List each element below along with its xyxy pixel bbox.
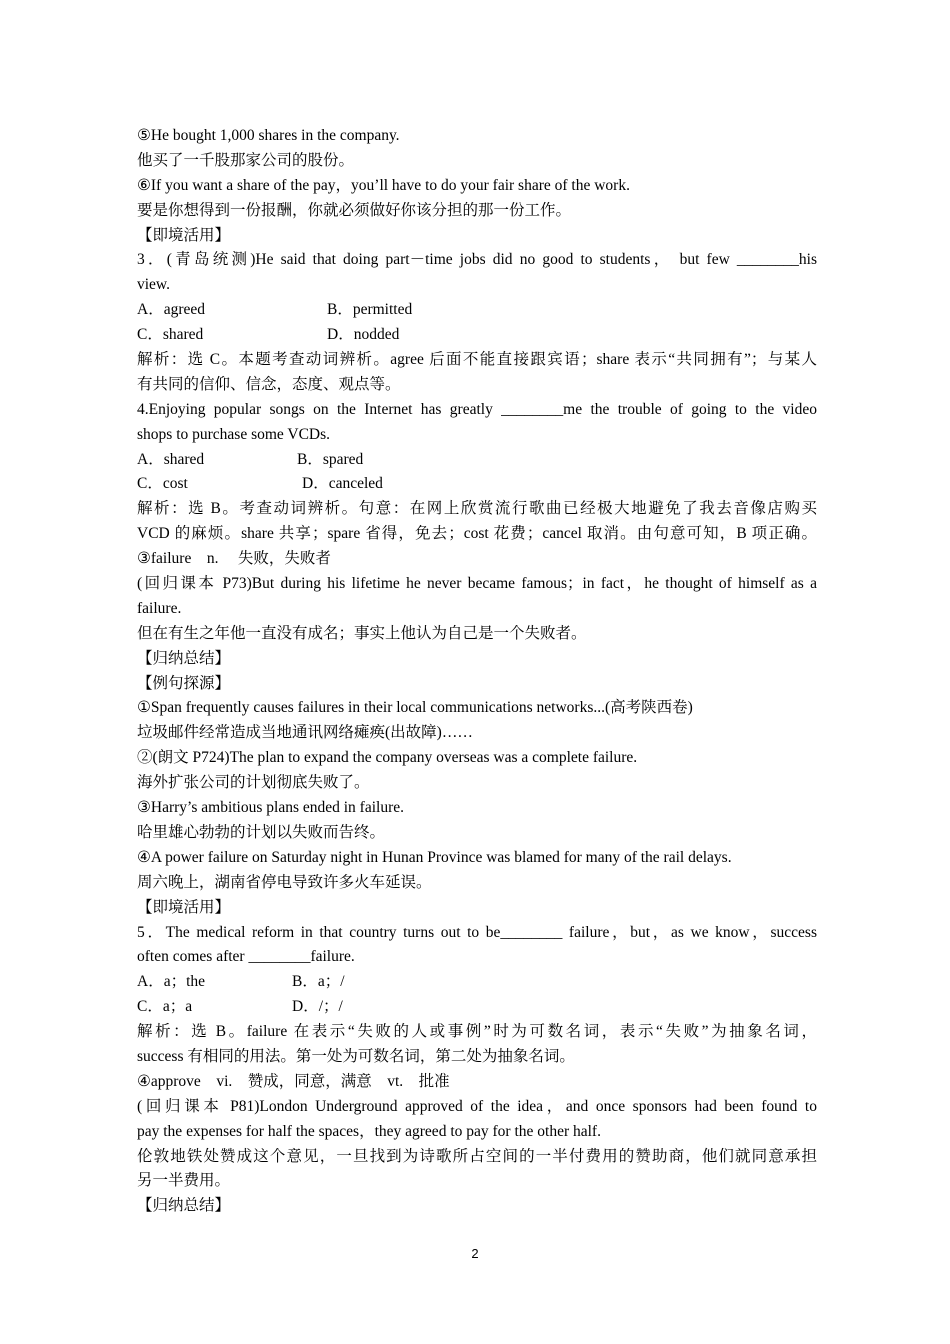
page-number: 2 [471,1246,479,1261]
question-3: 3．(青岛统测)He said that doing part－time jobs did no good to students， but few ________his [137,251,817,269]
analysis-line: success 有相同的用法。第一处为可数名词，第二处为抽象名词。 [137,1047,575,1065]
text-line: 海外扩张公司的计划彻底失败了。 [137,774,370,792]
text-line: shops to purchase some VCDs. [137,425,331,443]
section-heading: 【即境活用】 [137,898,231,916]
analysis-line: 解析：选 B。考查动词辨析。句意：在网上欣赏流行歌曲已经极大地避免了我去音像店购买 [137,500,817,518]
options-row-q3-ab [137,298,817,323]
section-heading: 【例句探源】 [137,674,231,692]
text-line: ⑤He bought 1,000 shares in the company. [137,127,400,144]
analysis-line: VCD 的麻烦。share 共享；spare 省得，免去；cost 花费；cancel 取消。由句意可知，B 项正确。 [137,525,817,543]
text-line: 要是你想得到一份报酬，你就必须做好你该分担的那一份工作。 [137,201,572,219]
option-d: D．nodded [327,326,400,344]
options-row-q3-cd [137,323,817,348]
option-d: D．canceled [302,475,383,493]
options-row-q5-cd [137,995,817,1020]
text-line: ③Harry’s ambitious plans ended in failure. [137,799,404,817]
text-line: ②(朗文 P724)The plan to expand the company overseas was a complete failure. [137,749,638,767]
option-c: C．a；a [137,998,193,1016]
text-line: 周六晚上，湖南省停电导致许多火车延误。 [137,873,432,891]
text-line: 他买了一千股那家公司的股份。 [137,151,355,169]
text-line: ⑥If you want a share of the pay，you’ll have to do your fair share of the work. [137,176,630,194]
text-line: 哈里雄心勃勃的计划以失败而告终。 [137,823,386,841]
option-a: A．agreed [137,301,205,319]
option-c: C．cost [137,475,188,493]
text-line: (回归课本 P81)London Underground approved of the idea，and once sponsors had been found to [137,1097,817,1115]
section-heading: 【即境活用】 [137,226,231,244]
vocab-heading: ④approve vi. 赞成，同意，满意 vt. 批准 [137,1072,450,1090]
document-body [137,124,817,1219]
option-c: C．shared [137,326,204,344]
text-line: pay the expenses for half the spaces，they agreed to pay for the other half. [137,1122,601,1140]
text-line: 伦敦地铁处赞成这个意见，一旦找到为诗歌所占空间的一半付费用的赞助商，他们就同意承担 [137,1147,817,1165]
text-line: 垃圾邮件经常造成当地通讯网络瘫痪(出故障)…… [137,724,473,742]
option-b: B．spared [297,450,364,468]
option-a: A．shared [137,450,205,468]
section-heading: 【归纳总结】 [137,1197,231,1215]
question-4: 4.Enjoying popular songs on the Internet has greatly ________me the trouble of going to the video [137,400,817,418]
text-line: 但在有生之年他一直没有成名；事实上他认为自己是一个失败者。 [137,624,587,642]
analysis-line: 解析：选 B。failure 在表示“失败的人或事例”时为可数名词，表示“失败”为抽象名词， [137,1023,817,1041]
text-line: failure. [137,599,182,617]
analysis-line: 有共同的信仰、信念，态度、观点等。 [137,375,401,393]
question-5: 5．The medical reform in that country turns out to be________ failure，but，as we know，success [137,923,817,941]
text-line: view. [137,276,170,294]
text-line: often comes after ________failure. [137,948,355,966]
vocab-heading: ③failure n. 失败，失败者 [137,550,331,568]
text-line: (回归课本 P73)But during his lifetime he never became famous；in fact，he thought of himself as a [137,575,817,593]
option-b: B．a；/ [292,973,345,991]
analysis-line: 解析：选 C。本题考查动词辨析。agree 后面不能直接跟宾语；share 表示“共同拥有”；与某人 [137,351,817,369]
option-b: B．permitted [327,301,413,319]
options-row-q4-cd [137,472,817,497]
text-line: ④A power failure on Saturday night in Hunan Province was blamed for many of the rail delays. [137,848,732,866]
options-row-q4-ab [137,448,817,473]
text-line: ①Span frequently causes failures in their local communications networks...(高考陕西卷) [137,699,693,717]
option-d: D．/；/ [292,998,343,1016]
text-line: 另一半费用。 [137,1172,231,1190]
options-row-q5-ab [137,970,817,995]
option-a: A．a；the [137,973,206,991]
section-heading: 【归纳总结】 [137,649,231,667]
